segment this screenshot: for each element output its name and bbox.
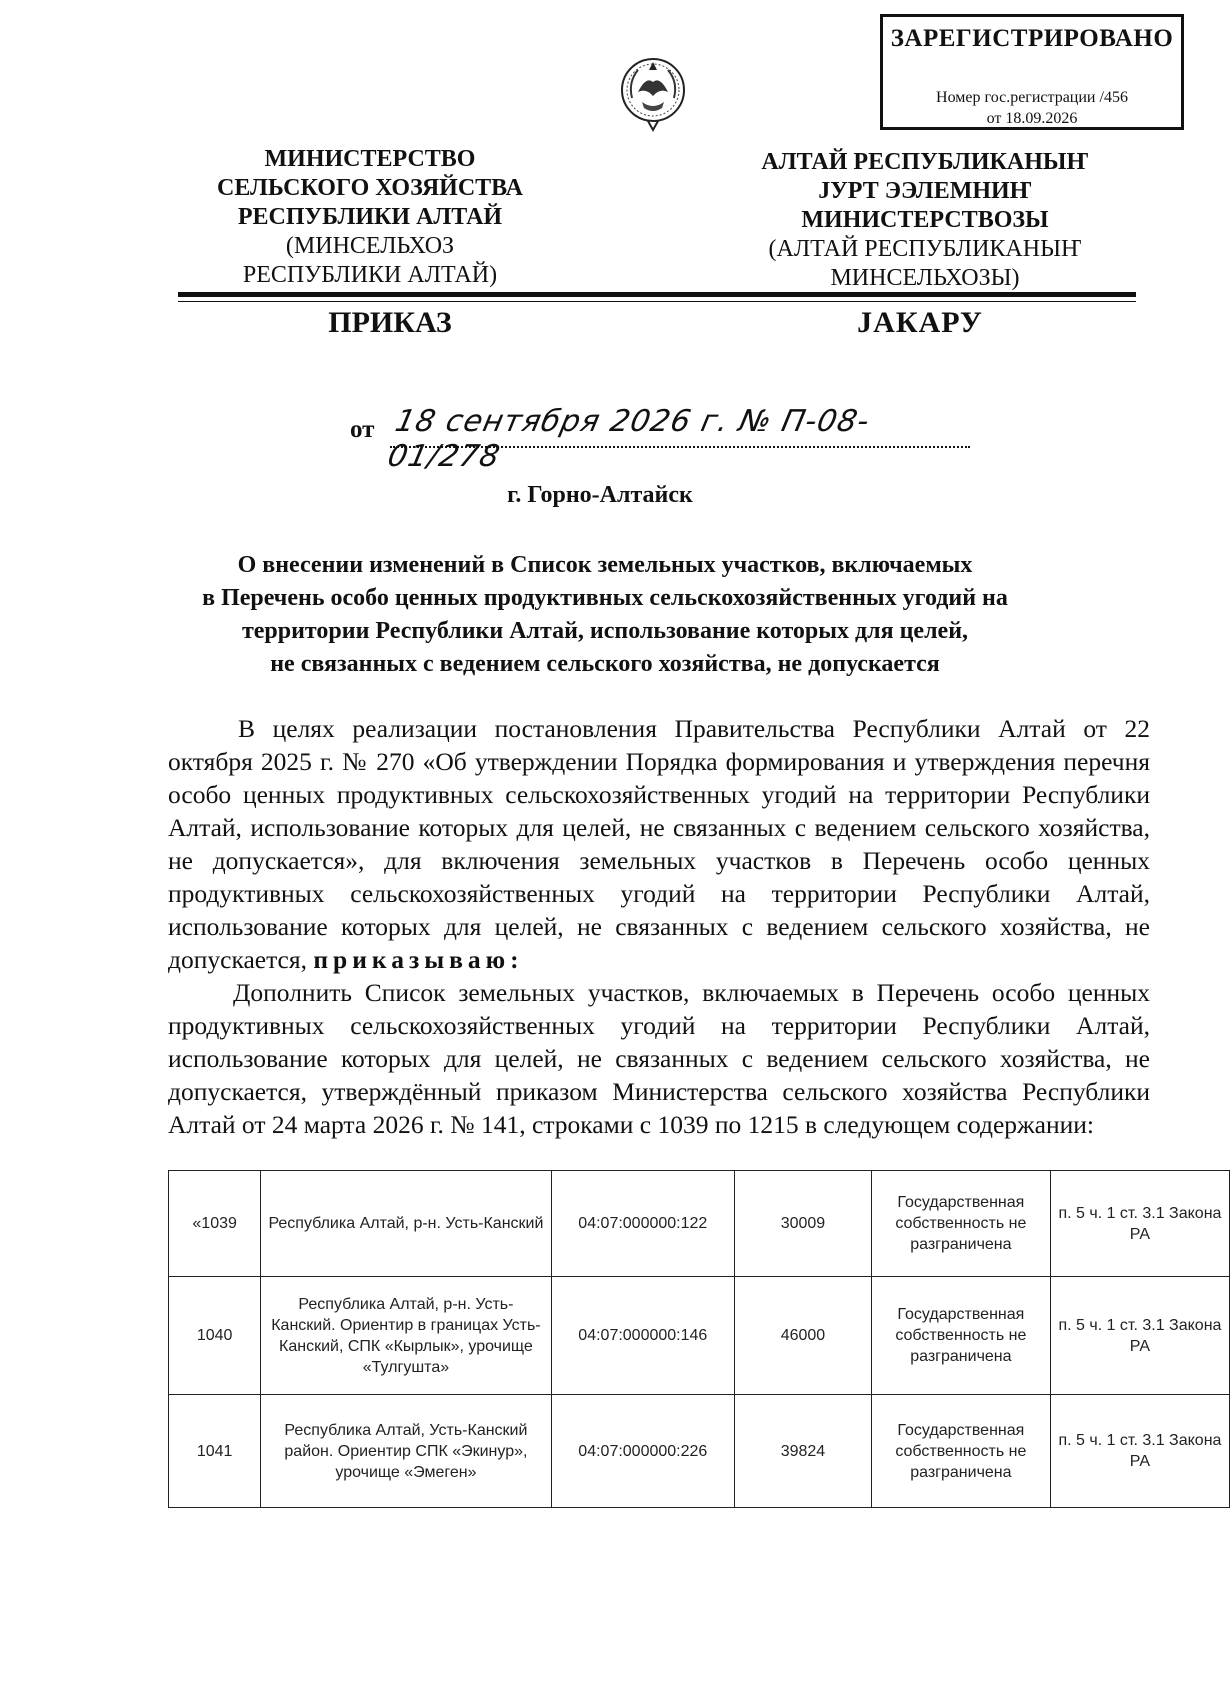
header-divider-thick — [178, 292, 1136, 297]
header-left-line2: СЕЛЬСКОГО ХОЗЯЙСТВА — [216, 175, 524, 201]
date-underline — [390, 446, 970, 448]
body-paragraph-2: Дополнить Список земельных участков, включаемых в Перечень особо ценных продуктивных сельскохозяйственных угодий на территории Республики Алтай, использование которых для целей, не связанных с ведением сельского хозяйства, не допускается, утверждённый приказом Министерства сельского хозяйства Республики Алтай от 24 марта 2026 г. № 141, строками с 1039 по 1215 в следующем содержании: — [168, 978, 1150, 1139]
row-number: «1039 — [169, 1171, 261, 1277]
body-paragraph-1 — [168, 712, 1150, 976]
ownership-status: Государственная собственность не разграничена — [871, 1277, 1050, 1395]
city: г. Горно-Алтайск — [507, 482, 693, 508]
title-line2: в Перечень особо ценных продуктивных сельскохозяйственных угодий на — [202, 585, 1008, 611]
plot-address: Республика Алтай, р-н. Усть-Канский. Ориентир в границах Усть- Канский, СПК «Кырлык», урочище «Тулгушта» — [261, 1277, 551, 1395]
republic-altai-emblem-icon — [618, 52, 688, 134]
ownership-status: Государственная собственность не разграничена — [871, 1395, 1050, 1508]
title-line1: О внесении изменений в Список земельных участков, включаемых — [237, 552, 973, 578]
header-right-line1: АЛТАЙ РЕСПУБЛИКАНЫҤ — [761, 149, 1089, 175]
header-divider-thin — [178, 301, 1136, 302]
document-title — [160, 549, 1050, 681]
legal-basis: п. 5 ч. 1 ст. 3.1 Закона РА — [1050, 1171, 1229, 1277]
row-number: 1040 — [169, 1277, 261, 1395]
table-row — [169, 1171, 1230, 1277]
plot-area: 46000 — [735, 1277, 872, 1395]
cadastral-number: 04:07:000000:122 — [551, 1171, 735, 1277]
order-word: приказываю: — [313, 945, 524, 974]
header-right-line5: МИНСЕЛЬХОЗЫ) — [830, 265, 1020, 291]
ownership-status: Государственная собственность не разграничена — [871, 1171, 1050, 1277]
paragraph-1-text: В целях реализации постановления Правительства Республики Алтай от 22 октября 2025 г. № 270 «Об утверждении Порядка формирования и утверждения перечня особо ценных продуктивных сельскохозяйственных угодий на территории Республики Алтай, использование которых для целей, не связанных с ведением сельского хозяйства, не допускается», для включения земельных участков в Перечень особо ценных продуктивных сельскохозяйственных угодий на территории Республики Алтай, использование которых для целей, не связанных с ведением сельского хозяйства, не допускается, — [168, 714, 1150, 974]
title-line3: территории Республики Алтай, использование которых для целей, — [241, 618, 969, 644]
row-number: 1041 — [169, 1395, 261, 1508]
doc-type-altai: ЈАКАРУ — [857, 306, 983, 339]
legal-basis: п. 5 ч. 1 ст. 3.1 Закона РА — [1050, 1395, 1229, 1508]
handwritten-date-number: 18 сентября 2026 г. № П-08-01/278 — [384, 404, 874, 474]
plot-address: Республика Алтай, р-н. Усть-Канский — [261, 1171, 551, 1277]
header-left-line3: РЕСПУБЛИКИ АЛТАЙ — [237, 204, 503, 230]
stamp-reg-number: Номер гос.регистрации /456 — [936, 89, 1128, 106]
ministry-header-russian — [195, 145, 545, 290]
stamp-title: ЗАРЕГИСТРИРОВАНО — [890, 25, 1174, 52]
header-right-line2: ЈУРТ ЭЭЛЕМНИҤ — [818, 178, 1032, 204]
table-row — [169, 1277, 1230, 1395]
plot-area: 39824 — [735, 1395, 872, 1508]
cadastral-number: 04:07:000000:146 — [551, 1277, 735, 1395]
header-left-line1: МИНИСТЕРСТВО — [264, 146, 476, 172]
table-row — [169, 1395, 1230, 1508]
header-right-line4: (АЛТАЙ РЕСПУБЛИКАНЫҤ — [768, 236, 1082, 262]
header-right-line3: МИНИСТЕРСТВОЗЫ — [801, 207, 1049, 233]
land-plots-table — [168, 1170, 1230, 1508]
doc-type-russian: ПРИКАЗ — [328, 306, 452, 339]
title-line4: не связанных с ведением сельского хозяйства, не допускается — [270, 651, 940, 677]
plot-area: 30009 — [735, 1171, 872, 1277]
header-left-line4: (МИНСЕЛЬХОЗ — [285, 233, 455, 259]
plot-address: Республика Алтай, Усть-Канский район. Ориентир СПК «Экинур», урочище «Эмеген» — [261, 1395, 551, 1508]
cadastral-number: 04:07:000000:226 — [551, 1395, 735, 1508]
legal-basis: п. 5 ч. 1 ст. 3.1 Закона РА — [1050, 1277, 1229, 1395]
registration-stamp — [880, 14, 1184, 130]
header-left-line5: РЕСПУБЛИКИ АЛТАЙ) — [242, 262, 498, 288]
stamp-reg-date: от 18.09.2026 — [986, 110, 1078, 127]
date-prefix: от — [350, 416, 375, 443]
ministry-header-altai — [750, 148, 1100, 293]
